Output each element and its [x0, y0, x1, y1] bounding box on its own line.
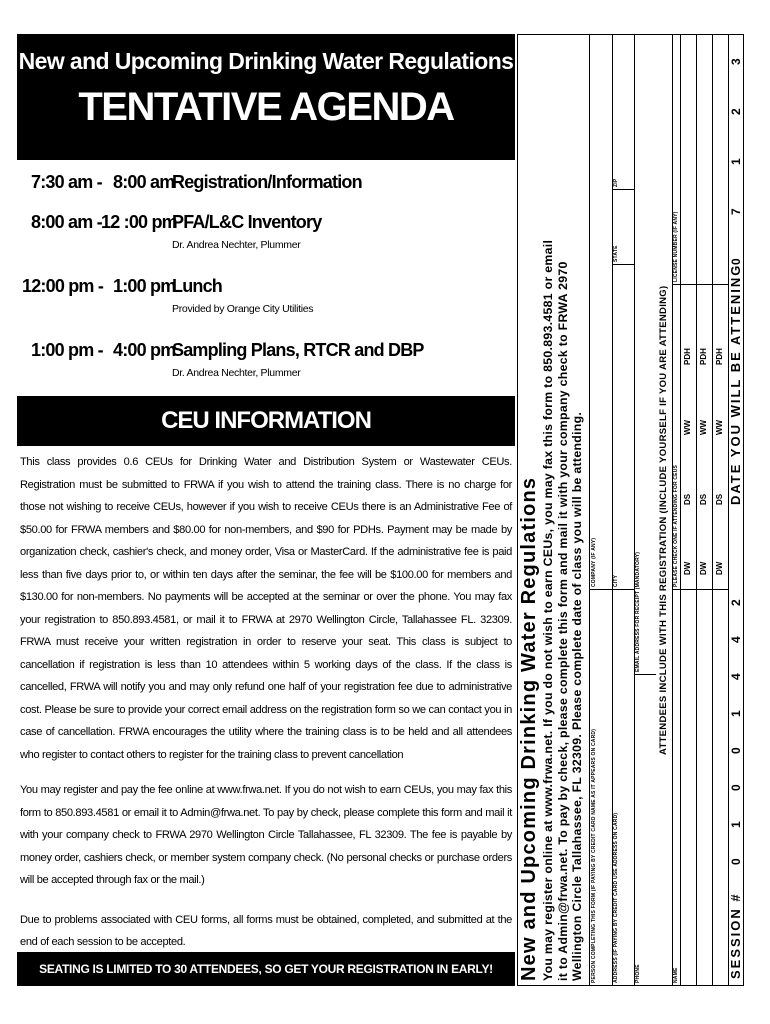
company-label: COMPANY (IF ANY) — [591, 537, 597, 587]
person-label: PERSON COMPLETING THIS FORM (IF PAYING BY CREDIT CARD NAME AS IT APPEARS ON CARD) — [591, 728, 597, 983]
divider — [712, 589, 728, 590]
agenda-end: 1:00 pm — [113, 276, 176, 296]
session-digit: 0 — [729, 858, 743, 865]
attendee-row — [712, 35, 729, 985]
ceu-option-ds[interactable]: DS — [699, 493, 708, 505]
form-row-address — [612, 35, 635, 985]
registration-form — [589, 35, 744, 985]
agenda-panel — [17, 34, 515, 976]
session-digit: 2 — [729, 599, 743, 606]
instruction-line: Wellington Circle Tallahassee, FL 32309. Please complete date of class you will be attending. — [570, 411, 584, 981]
session-digit: 0 — [729, 784, 743, 791]
attendee-row — [696, 35, 713, 985]
state-label: STATE — [613, 245, 619, 262]
ceu-heading: CEU INFORMATION — [17, 396, 515, 446]
agenda-end: 12 :00 pm — [101, 212, 177, 232]
form-instructions — [541, 240, 585, 981]
date-label: DATE YOU WILL BE ATTENING — [728, 263, 743, 505]
address-label: ADDRESS (IF PAYING BY CREDIT CARD USE ADDRESS ON CARD) — [613, 812, 619, 983]
agenda-title: Lunch — [172, 276, 222, 296]
divider — [696, 589, 712, 590]
agenda-heading: TENTATIVE AGENDA — [78, 85, 454, 129]
session-label: SESSION # — [728, 892, 743, 979]
attendee-row — [680, 35, 697, 985]
divider — [680, 589, 696, 590]
check-col-label: PLEASE CHECK ONE IF ATTENDING FOR CEUS — [673, 464, 679, 587]
date-digit: 3 — [729, 58, 743, 65]
attendee-name-field[interactable] — [712, 591, 728, 985]
rotated-form — [518, 35, 743, 985]
phone-label: PHONE — [635, 964, 641, 983]
ceu-option-ds[interactable]: DS — [715, 493, 724, 505]
agenda-end: 8:00 am — [113, 172, 175, 192]
divider — [696, 284, 712, 285]
person-field[interactable] — [597, 591, 611, 985]
agenda-title: Sampling Plans, RTCR and DBP — [172, 340, 424, 360]
ceu-option-ww[interactable]: WW — [715, 419, 724, 435]
attendees-heading: ATTENDEES INCLUDE WITH THIS REGISTRATION (INCLUDE YOURSELF IF YOU ARE ATTENDING) — [658, 285, 669, 755]
state-field[interactable] — [619, 191, 633, 264]
attendees-header — [656, 35, 673, 985]
agenda-speaker: Dr. Andrea Nechter, Plummer — [172, 367, 301, 379]
phone-field[interactable] — [641, 676, 655, 985]
header-block — [17, 34, 515, 160]
agenda-list — [17, 160, 515, 396]
zip-field[interactable] — [619, 39, 633, 189]
divider — [612, 264, 634, 265]
ceu-option-pdh[interactable]: PDH — [715, 348, 724, 365]
session-digit: 1 — [729, 710, 743, 717]
session-digit: 1 — [729, 821, 743, 828]
ceu-paragraph-1: This class provides 0.6 CEUs for Drinking Water and Distribution System or Wastewater CEUs. Registration must be submitted to FRWA if you wish to attend the training class. There is no charge for those not wishing to receive CEUs, however if you wish to receive CEUs there is an Administrative Fee of $50.00 for FRWA members and $80.00 for non-members, and $90 for PDHs. Payment may be made by organization check, cashier's check, and money order, Visa or MasterCard. If the administrative fee is paid less than five days prior to, or within ten days after the seminar, the fee will be $100.00 for members and $130.00 for non-members. No payments will be accepted at the seminar or over the phone. You may fax your registration to 850.893.4581, or mail it to FRWA at 2970 Wellington Circle, Tallahassee FL. 32309. FRWA must receive your written registration in order to reserve your seat. This class is subject to cancellation if registration is less than 10 attendees within 5 working days of the class. If the class is cancelled, FRWA will notify you and may only refund one half of your registration fee due to administrative cost. Please be sure to provide your correct email address on the registration form so we can contact you in case of cancellation. FRWA encourages the utility where the training class is to be held and all attendees who register to contact others to register for the training class to prevent cancellation — [20, 456, 512, 761]
divider — [712, 284, 728, 285]
ceu-paragraph-2: You may register and pay the fee online at www.frwa.net. If you do not wish to earn CEUs, you may fax this form to 850.893.4581 or email it to Admin@frwa.net. To pay by check, please complete this form and mail it with your company check to FRWA 2970 Wellington Circle Tallahassee, FL 32309. The fee is payable by money order, cashiers check, or member system company check. (No personal checks or purchase orders will be accepted through fax or the mail.) — [20, 784, 512, 886]
zip-label: ZIP — [613, 178, 619, 187]
email-field[interactable] — [641, 39, 655, 674]
company-field[interactable] — [597, 39, 611, 589]
attendee-name-field[interactable] — [696, 591, 712, 985]
ceu-paragraph-3: Due to problems associated with CEU forms, all forms must be obtained, completed, and submitted at the end of each session to be accepted. — [20, 913, 512, 948]
agenda-title: PFA/L&C Inventory — [172, 212, 322, 232]
divider — [634, 674, 656, 675]
agenda-note: Provided by Orange City Utilities — [172, 303, 314, 315]
divider — [672, 589, 680, 590]
form-row-phone — [634, 35, 657, 985]
ceu-option-dw[interactable]: DW — [683, 561, 692, 575]
city-label: CITY — [613, 574, 619, 587]
session-digit: 0 — [729, 747, 743, 754]
agenda-start: 7:30 am - — [31, 172, 102, 192]
date-digit: 7 — [729, 208, 743, 215]
ceu-option-pdh[interactable]: PDH — [683, 348, 692, 365]
ceu-option-pdh[interactable]: PDH — [699, 348, 708, 365]
event-title: New and Upcoming Drinking Water Regulations — [18, 48, 514, 74]
date-digit: 0 — [729, 258, 743, 265]
session-row — [728, 35, 744, 985]
name-col-label: NAME — [673, 967, 679, 983]
session-digit: 4 — [729, 636, 743, 643]
seating-banner: SEATING IS LIMITED TO 30 ATTENDEES, SO GET YOUR REGISTRATION IN EARLY! — [17, 952, 515, 986]
registration-form-panel — [517, 34, 744, 986]
agenda-title: Registration/Information — [172, 172, 362, 192]
date-digit: 2 — [729, 108, 743, 115]
license-col-label: LICENSE NUMBER (IF ANY) — [673, 211, 679, 282]
divider — [612, 589, 634, 590]
form-row-person — [590, 35, 613, 985]
agenda-start: 12:00 pm - — [22, 276, 104, 296]
email-label: EMAIL ADDRESS FOR RECEIPT (MANDATORY) — [635, 551, 641, 672]
attendee-name-field[interactable] — [680, 591, 696, 985]
ceu-option-ds[interactable]: DS — [683, 493, 692, 505]
ceu-option-dw[interactable]: DW — [715, 561, 724, 575]
agenda-end: 4:00 pm — [113, 340, 176, 360]
city-field[interactable] — [619, 266, 633, 589]
agenda-start: 1:00 pm - — [31, 340, 103, 360]
session-digit: 4 — [729, 673, 743, 680]
form-title: New and Upcoming Drinking Water Regulations — [518, 476, 540, 981]
ceu-option-dw[interactable]: DW — [699, 561, 708, 575]
divider — [672, 284, 680, 285]
address-field[interactable] — [619, 591, 633, 985]
agenda-start: 8:00 am - — [31, 212, 102, 232]
date-digit: 1 — [729, 158, 743, 165]
ceu-option-ww[interactable]: WW — [699, 419, 708, 435]
instruction-line: You may register online at www.frwa.net. If you do not wish to earn CEUs, you may fax this form to 850.893.4581 or email — [541, 239, 555, 981]
divider — [590, 589, 612, 590]
ceu-option-ww[interactable]: WW — [683, 419, 692, 435]
agenda-speaker: Dr. Andrea Nechter, Plummer — [172, 239, 301, 251]
divider — [680, 284, 696, 285]
instruction-line: it to Admin@frwa.net. To pay by check, please complete this form and mail it with your company check to FRWA 2970 — [555, 261, 570, 981]
divider — [612, 189, 634, 190]
